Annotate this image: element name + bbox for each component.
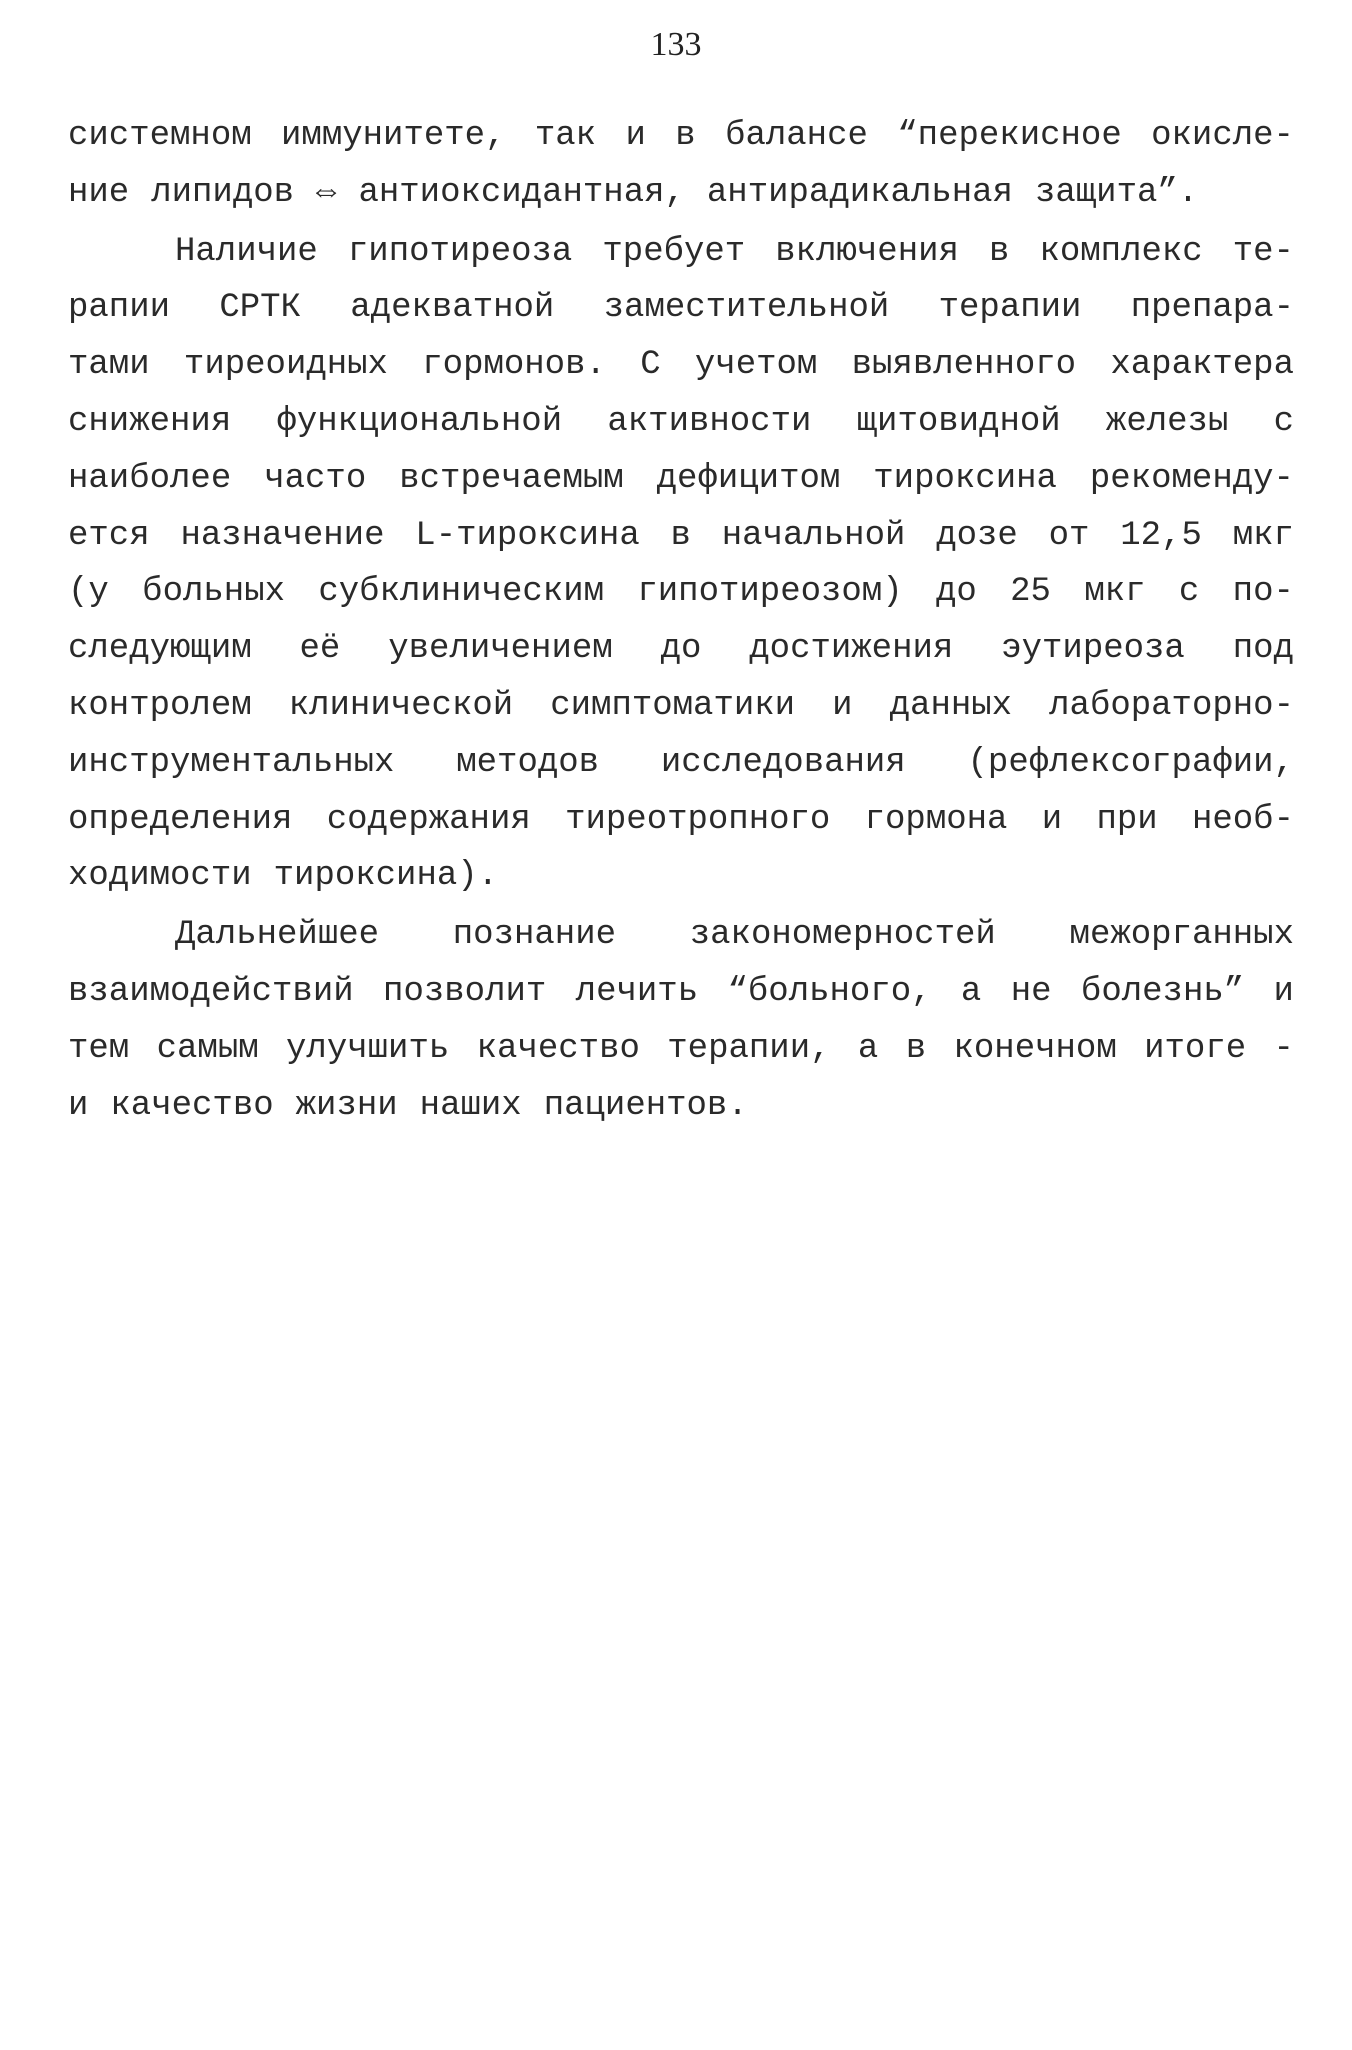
text-line: рапии СРТК адекватной заместительной терапии препара-: [68, 289, 1294, 328]
text-line: (у больных субклиническим гипотиреозом) до 25 мкг с по-: [68, 573, 1294, 612]
text-line: тем самым улучшить качество терапии, а в конечном итоге -: [68, 1029, 1294, 1068]
paragraph: [68, 224, 1294, 906]
text-line: инструментальных методов исследования (рефлексографии,: [68, 743, 1294, 782]
text-line: системном иммунитете, так и в балансе “перекисное окисле-: [68, 117, 1294, 155]
text-line: ходимости тироксина).: [68, 857, 499, 896]
paragraph: [68, 907, 1294, 1134]
body-text: [68, 108, 1294, 1134]
text-line: и качество жизни наших пациентов.: [68, 1086, 748, 1125]
text-line: взаимодействий позволит лечить “больного, а не болезнь” и: [68, 972, 1294, 1011]
text-line: Наличие гипотиреоза требует включения в комплекс те-: [175, 232, 1294, 271]
text-line: определения содержания тиреотропного гормона и при необ-: [68, 800, 1294, 839]
text-line: ется назначение L-тироксина в начальной дозе от 12,5 мкг: [68, 516, 1294, 555]
paragraph: [68, 108, 1294, 222]
text-line: снижения функциональной активности щитовидной железы с: [68, 402, 1294, 441]
page-number: 133: [650, 26, 702, 63]
text-line: следующим её увеличением до достижения эутиреоза под: [68, 630, 1294, 669]
text-line: Дальнейшее познание закономерностей межорганных: [175, 916, 1294, 955]
text-line: наиболее часто встречаемым дефицитом тироксина рекоменду-: [68, 459, 1294, 498]
text-line: тами тиреоидных гормонов. С учетом выявленного характера: [68, 346, 1294, 385]
text-line: ние липидов ⇔ антиоксидантная, антирадикальная защита”.: [68, 173, 1199, 212]
text-line: контролем клинической симптоматики и данных лабораторно-: [68, 686, 1294, 725]
